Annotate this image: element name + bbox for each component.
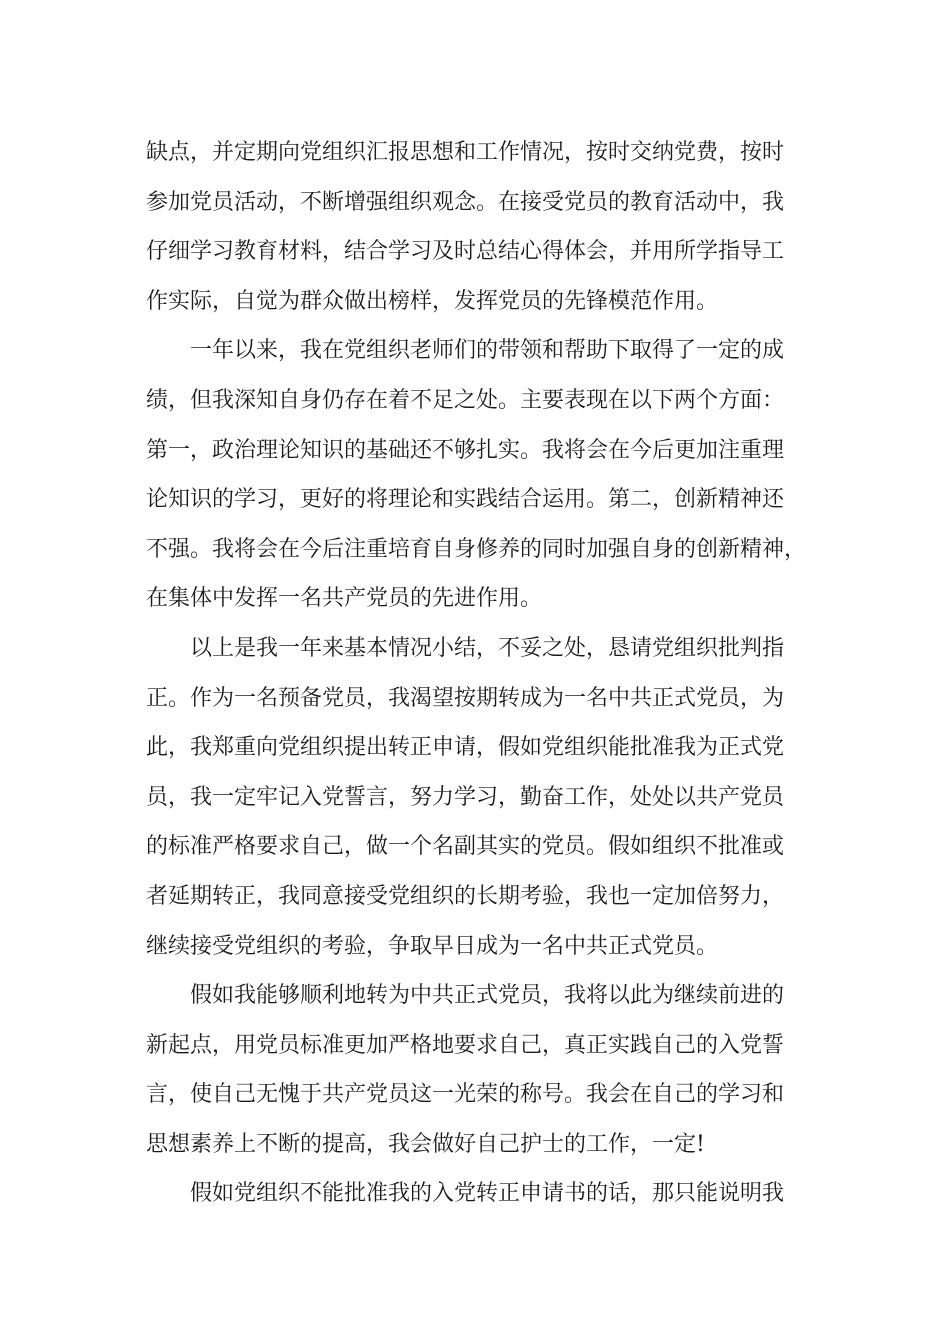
text-line: 正。作为一名预备党员，我渴望按期转成为一名中共正式党员，为 bbox=[146, 685, 785, 711]
text-line: 以上是我一年来基本情况小结，不妥之处，恳请党组织批判指 bbox=[146, 635, 785, 661]
paragraph-5 bbox=[146, 1169, 812, 1219]
text-line: 此，我郑重向党组织提出转正申请，假如党组织能批准我为正式党 bbox=[146, 735, 785, 761]
text-line: 的标准严格要求自己，做一个名副其实的党员。假如组织不批准或 bbox=[146, 834, 785, 860]
paragraph-2 bbox=[146, 326, 812, 624]
text-line: 言，使自己无愧于共产党员这一光荣的称号。我会在自己的学习和 bbox=[146, 1082, 785, 1108]
text-line: 绩，但我深知自身仍存在着不足之处。主要表现在以下两个方面： bbox=[146, 387, 785, 413]
text-line: 思想素养上不断的提高，我会做好自己护士的工作，一定! bbox=[146, 1131, 705, 1157]
text-line: 第一，政治理论知识的基础还不够扎实。我将会在今后更加注重理 bbox=[146, 437, 785, 463]
body-text bbox=[146, 128, 812, 1219]
text-line: 在集体中发挥一名共产党员的先进作用。 bbox=[146, 586, 543, 612]
text-line: 参加党员活动，不断增强组织观念。在接受党员的教育活动中，我 bbox=[146, 189, 785, 215]
text-line: 论知识的学习，更好的将理论和实践结合运用。第二，创新精神还 bbox=[146, 487, 785, 513]
text-line: 一年以来，我在党组织老师们的带领和帮助下取得了一定的成 bbox=[146, 338, 785, 364]
text-line: 员，我一定牢记入党誓言，努力学习，勤奋工作，处处以共产党员 bbox=[146, 784, 785, 810]
text-line: 者延期转正，我同意接受党组织的长期考验，我也一定加倍努力， bbox=[146, 883, 785, 909]
text-line: 新起点，用党员标准更加严格地要求自己，真正实践自己的入党誓 bbox=[146, 1032, 785, 1058]
paragraph-4 bbox=[146, 971, 812, 1169]
text-line: 仔细学习教育材料，结合学习及时总结心得体会，并用所学指导工 bbox=[146, 239, 785, 265]
text-line: 假如我能够顺利地转为中共正式党员，我将以此为继续前进的 bbox=[146, 983, 785, 1009]
text-line: 继续接受党组织的考验，争取早日成为一名中共正式党员。 bbox=[146, 933, 719, 959]
paragraph-1 bbox=[146, 128, 812, 326]
text-line: 假如党组织不能批准我的入党转正申请书的话，那只能说明我 bbox=[146, 1181, 785, 1207]
text-line: 作实际，自觉为群众做出榜样，发挥党员的先锋模范作用。 bbox=[146, 288, 719, 314]
text-line: 不强。我将会在今后注重培育自身修养的同时加强自身的创新精神， bbox=[146, 536, 807, 562]
text-line: 缺点，并定期向党组织汇报思想和工作情况，按时交纳党费，按时 bbox=[146, 140, 785, 165]
paragraph-3 bbox=[146, 624, 812, 971]
